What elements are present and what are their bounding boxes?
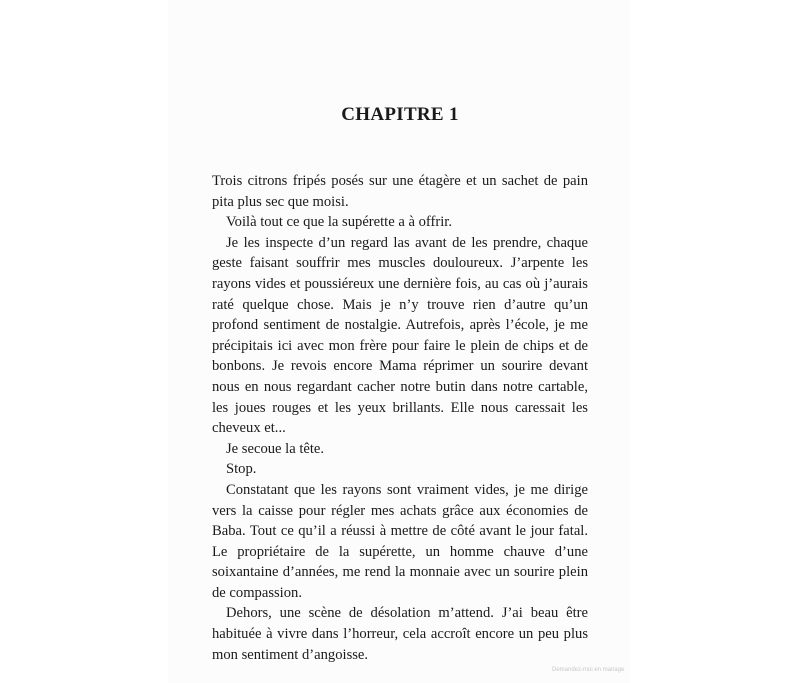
paragraph: Je secoue la tête. (226, 440, 325, 457)
paragraph: Trois citrons fripés posés sur une étagère et un sachet de pain pita plus sec que moisi. (212, 173, 588, 210)
paragraph: Constatant que les rayons sont vraiment vides, je me dirige vers la caisse pour régler mes achats grâce aux économies de Baba. Tout ce qu’il a réussi à mettre de côté avant le jour fatal. Le propriétaire de la supérette, un homme chauve d’une soixantaine d’années, me rend la monnaie avec un sourire plein de compassion. (212, 481, 588, 601)
chapter-body (212, 171, 588, 665)
paragraph: Je les inspecte d’un regard las avant de les prendre, chaque geste faisant souffrir mes muscles douloureux. J’arpente les rayons vides et poussiéreux une dernière fois, au cas où j’aurais raté quelque chose. Mais je n’y trouve rien d’autre qu’un profond sentiment de nostalgie. Autrefois, après l’école, je me précipitais ici avec mon frère pour faire le plein de chips et de bonbons. Je revois encore Mama réprimer un sourire devant nous en nous regardant cacher notre butin dans notre cartable, les joues rouges et les yeux brillants. Elle nous caressait les cheveux et... (212, 234, 588, 437)
paragraph: Stop. (226, 461, 257, 478)
paragraph: Voilà tout ce que la supérette a à offrir. (226, 214, 452, 231)
page-watermark: Demandez-moi en mariage (552, 667, 625, 673)
chapter-title: CHAPITRE 1 (341, 104, 459, 125)
paragraph: Dehors, une scène de désolation m’attend. J’ai beau être habituée à vivre dans l’horreur, cela accroît encore un peu plus mon sentiment d’angoisse. (212, 605, 588, 663)
